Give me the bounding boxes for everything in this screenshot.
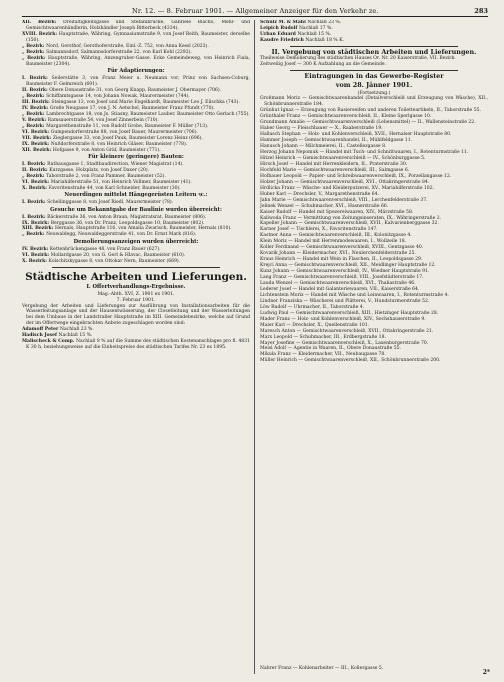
entry-lead: I. Bezirk:: [22, 76, 52, 82]
page-number: 283: [474, 7, 488, 15]
gewerbe-entry: Kovarik Johann — Kleidermacher, XVI., Neulerchenfelderstraße 25.: [260, 251, 416, 257]
gewerbe-entry: Huber Karl — Drechsler, V., Margarethenstraße 64.: [260, 191, 379, 197]
baulinie-list: [22, 215, 250, 239]
entry-text: Zieglergasse 33, von Josef Pauk, Baumeister Lorenz Heinz (696).: [52, 135, 203, 141]
entry-lead: I. Bezirk:: [22, 214, 48, 220]
entry-text: Hauptstraße, Währing, Gymnasiumstraße 9, von Josef Beith, Baumeister, derselbe (150).: [26, 31, 250, 43]
section-demolierung: Demolierungsanzeigen wurden überreicht:: [73, 238, 199, 245]
section-rule: [52, 267, 220, 268]
section-neuerdingen: Neuerdingen mittelst Hängegerüsten Leitern ꝛc.:: [64, 192, 208, 199]
entry-lead: II. Bezirk:: [22, 167, 50, 173]
section-adaptierungen: Für Adaptierungen:: [107, 68, 165, 75]
gewerbe-entry: Kraus Heinrich — Handel mit Wein in Flaschen, II., Leopoldsgasse 29.: [260, 257, 423, 263]
gewerbe-entry: Löw Rudolf — Uhrmacher, II., Taborstraße 4.: [260, 304, 365, 310]
right-column: [260, 20, 488, 666]
entry-lead: Hadisch Josef: [22, 333, 59, 339]
adaptierung-entry: [22, 148, 250, 154]
entry-text: Kolschitzkygasse 8, von Ottokar Nern, Baumeister (669).: [48, 258, 181, 264]
entry-lead: X. Bezirk:: [22, 185, 49, 191]
entry-lead: I. Bezirk:: [22, 161, 48, 167]
continuation-note: (Fortsetzung.): [357, 90, 391, 96]
entry-text: Rathausgasse 1, Stadtbaudirection, Wiener Magistrat (14).: [47, 161, 184, 167]
neuerdingen-list: [22, 200, 250, 206]
result-entry: [260, 38, 488, 44]
entry-text: Mollardgasse 20, von G. Gerl & Hlavac, Baumeister (610).: [50, 252, 186, 258]
entry-text: Lambrechtgasse 18, von Js. Stiasny, Baumeister Lauber, Baumeister Otto Gerlach (755).: [46, 111, 250, 117]
gewerbe-entry: Hofbauer Leopold — Papier- und Schreibwaarenverschleiß, IX., Porzellangasse 12.: [260, 173, 452, 179]
gewerbe-entry: Maier Karl — Drechsler, X., Quellenstraße 101.: [260, 322, 370, 328]
gewerbe-entries: [260, 96, 488, 364]
gewerbe-entry: Lauda Wenzel — Gemischtwaarenverschleiß, XVI., Thaliastraße 46.: [260, 281, 416, 286]
result-entry: [22, 339, 250, 351]
gewerbe-entry: Ludwig Paul — Gemischtwaarenverschleiß, XIII., Hietzinger Hauptstraße 28.: [260, 310, 439, 316]
gewerbe-register-title: Eintragungen in das Gewerbe-Register: [304, 72, 444, 81]
gewerbe-entry: Koller Ferdinand — Gemischtwaarenverschleiß, XVIII., Gentzgasse 40.: [260, 245, 424, 251]
neuerding-entry: [22, 200, 250, 206]
section-baulinie: Gesuche um Bekanntgabe der Baulinie wurden überreicht:: [50, 206, 222, 213]
demolierung-list: [22, 247, 250, 265]
gewerbe-entry: Hammer Joseph — Gemischtwaarenhandel, II., Mühlfeldgasse 11.: [260, 138, 413, 144]
section-rule: [290, 70, 458, 71]
entry-text: Mariahilferstraße 51, von Heinrich Vollmer, Baumeister (41).: [50, 179, 192, 185]
entry-text: Favoritenstraße 44, von Karl Schneider, Baumeister (30).: [48, 185, 181, 191]
gewerbe-entry: Hirsch Josef — Handel mit Herrenkleidern, II., Praterstraße 30.: [260, 161, 408, 167]
entry-text: Nachlaß 23 %.: [59, 327, 94, 333]
last-gewerbe-entry: Nahrer Franz — Kohlenarbeiter — III., Kollergasse 5.: [260, 666, 384, 671]
entry-lead: „ Bezirk:: [22, 49, 47, 55]
entry-lead: Kaudre Friedrich: [260, 37, 306, 43]
adaptierungen-list: [22, 76, 250, 153]
entry-text: Hofgasse 9, von Anton Gräf, Baumeister (771).: [52, 147, 161, 153]
kleinere-bauten-list: [22, 162, 250, 192]
demolierung-entry: [22, 259, 250, 265]
entry-text: Nachlaß 8 % auf die Summe des städtischen Kostenanschlages pro fl. 4831 K 30 h, beziehungsweise auf die Einheitspreise des städtischen Tarifes Nr. 23 ex 1895.: [26, 339, 250, 351]
entry-lead: III. Bezirk:: [22, 99, 52, 105]
running-title: Nr. 12. — 8. Februar 1901. — Allgemeiner Anzeiger für den Verkehr ze.: [132, 7, 379, 15]
entry-text: Steingasse 13, von Josef und Marie Engelhardt, Baumeister Leo J. Elischka (743).: [51, 99, 240, 105]
gewerbe-entry: Lederer Josef — Handel mit Galanteriewaaren, VII., Kaiserstraße 64.: [260, 286, 420, 292]
vergebung-body: Theilweise Demolierung des städtischen Hauses Or. Nr. 20 Kaiserstraße, VII. Bezirk.: [260, 56, 456, 62]
entry-lead: Urban Eduard: [260, 31, 298, 37]
entry-text: Margarethenstraße 11, von Rudolf Grobe, Baumeister F. Müller (713).: [46, 123, 209, 129]
vergebung-line: Zeitweilig Josef — 300 K Aufzahlung an die Gemeinde.: [260, 62, 387, 68]
gewerbe-entry: Kastner Anna — Gemischtwaarenverschleiß, III., Kolonitzgasse 4.: [260, 233, 412, 239]
gewerbe-entry: Meisl Adolf — Agentie in Waaren, II., Obere Donaustraße 55.: [260, 346, 401, 352]
left-top-entries: [22, 20, 250, 68]
entry-text: Große Neugasse 17, von J. N. Aetschel, Baumeister Franz Pfundt (770).: [49, 105, 215, 111]
entry-lead: Malischeck & Comp.: [22, 339, 76, 345]
gewerbe-entry: Krejci Anna — Gemischtwaarenverschleiß, XII., Meidlinger Hauptstraße 12.: [260, 263, 436, 269]
entry-lead: X. Bezirk:: [22, 258, 49, 264]
gewerbe-entry: Kunz Johann — Gemischtwaarenverschleiß, IV., Wiedner Hauptstraße 91.: [260, 269, 430, 275]
gewerbe-entry: Kaiser Rudolf — Handel mit Spezereiwaaren, XIV., Märzstraße 58.: [260, 209, 414, 215]
gewerbe-entry: Jelinek Wenzel — Schuhmacher, XVI., Hasnerstraße 66.: [260, 203, 389, 209]
result-body: Vergebung der Arbeiten und Lieferungen zur Ausführung von Installationsarbeiten für die Wasserleitungsanlage und der Hausentwässerung, der Closetleitung und der Wasserleitungen bei dem Umbaue in der Landstraßer Hauptstraße im XIII. Gemeindebezirke, welche auf Grund der im Offertwege eingebrachten Anbote zugeschlagen worden sind:: [22, 303, 250, 327]
entry-lead: XIII. Bezirk:: [22, 226, 55, 232]
entry-text: Obere Donaustraße 31, von Georg Knapp, Baumeister J. Obermayer (706).: [49, 87, 222, 93]
entry-text: Kurzgasse, Holzplatz, von Josef Daxer (20).: [49, 167, 150, 173]
entry-text: Nachlaß 15 %.: [297, 31, 332, 37]
entry-text: Schellinggasse 8, von Josef Riedl, Maurermeister (78).: [47, 200, 174, 206]
gewerbe-entry: Mikula Franz — Kleidermacher, VII., Neubaugasse 78.: [260, 352, 386, 358]
bau-entry: [22, 32, 250, 44]
gewerbe-entry: Hitzel Heinrich — Gemischtwaarenverschleiß — IV., Schönburggasse 5.: [260, 155, 426, 161]
gewerbe-entry: Jahn Marie — Gemischtwaarenverschleiß, VIII., Lerchenfelderstraße 37.: [260, 197, 428, 203]
left-column: [22, 20, 250, 676]
column-divider: [254, 20, 255, 674]
main-section-title: Städtische Arbeiten und Lieferungen.: [25, 270, 247, 283]
entry-lead: „ Bezirk:: [22, 173, 47, 179]
entry-lead: XVIII. Bezirk:: [22, 31, 59, 37]
entry-text: Hernals, Hauptstraße 116, von Amalia Zwarisch, Baumeister, Hernals (810).: [54, 226, 232, 232]
entry-text: Gumpendorferstraße 88, von Josef Bauer, Maurermeister (706).: [50, 129, 198, 135]
entry-lead: IV. Bezirk:: [22, 246, 50, 252]
gewerbe-entry: Haber Georg — Fleischhauer — X., Raaberstraße 19.: [260, 126, 383, 132]
gewerbe-entry: Großmann Moriz — Gemischtwaarenhandel (Detailverschleiß und Erzeugung von Wäsche), XII., Schönbrunnerstraße 184.: [260, 96, 488, 108]
gewerbe-entry: Müller Heinrich — Gemischtwaarenverschleiß, XII., Schönbrunnerstraße 200.: [260, 358, 441, 364]
gewerbe-entry: Mader Franz — Holz- und Kohlenverschleiß, XIV., Sechshauserstraße 9.: [260, 316, 426, 322]
entry-text: Nord, Gersthof, Gersthoferstraße, Einl.-Z. 752, von Anna Kessl (2023).: [46, 43, 209, 49]
bau-entry: [22, 56, 250, 68]
entry-lead: V. Bezirk:: [22, 117, 48, 123]
entry-text: Kettenbrückengasse 48, von Franz Bauer (627).: [49, 246, 161, 252]
entry-lead: „ Bezirk:: [22, 55, 49, 61]
gewerbe-entry: Maresch Anton — Gemischtwaarenverschleiß, XVII., Ottakringerstraße 21.: [260, 328, 434, 334]
entry-lead: „ Bezirk:: [22, 93, 47, 99]
entry-lead: „ Bezirk:: [22, 123, 47, 129]
result-date: 7. Februar 1901.: [116, 297, 156, 303]
entry-lead: VII. Bezirk:: [22, 135, 53, 141]
gewerbe-entry: Hanusch Johann — Milchmeierei, II., Castellezgasse 8.: [260, 144, 387, 150]
header-rule: [22, 16, 488, 17]
entry-lead: Adamoff Peter: [22, 327, 60, 333]
section-vergebung: II. Vergebung von städtischen Arbeiten und Lieferungen.: [271, 47, 477, 56]
entry-text: Schiffamtsgasse 14, von Johann Nowak, Maurermeister (744).: [46, 93, 190, 99]
entry-text: Salmannsdorf, Salmannsdorferstraße 22, von Karl Kohl (2292).: [46, 49, 192, 55]
entry-lead: Schulz M. & Stahl: [260, 20, 308, 25]
entry-text: Seilerstätte 3, von Franz Meier u. Neumann vor, Prinz von Sachsen-Coburg, Baumeister F. Gelmreich (691).: [26, 76, 250, 88]
gewerbe-entry: Hrdlicka Franz — Wäsche- und Kleiderputzerei, XV., Mariahilferstraße 182.: [260, 185, 435, 191]
entry-lead: XII. Bezirk:: [22, 20, 64, 25]
entry-text: Nußdorferstraße 8, von Heinrich Gläser, Baumeister (778).: [50, 141, 188, 147]
entry-lead: I. Bezirk:: [22, 200, 48, 206]
entry-text: Nachlaß 17 %.: [298, 25, 333, 31]
gewerbe-entry: Marx Leopold — Schuhmacher, III., Erdbergstraße 18.: [260, 334, 386, 340]
kleinbau-entry: [22, 186, 250, 192]
entry-lead: VI. Bezirk:: [22, 129, 51, 135]
gewerbe-entry: Lindner Franziska — Wäscherei und Plätterei, V., Hundsturmerstraße 52.: [260, 298, 430, 304]
gewerbe-entry: Lang Franz — Gemischtwaarenverschleiß, VIII., Josefstädterstraße 17.: [260, 275, 424, 281]
gewerbe-entry: Herzog Johann Nepomuk — Handel mit Tuch- und Schnittwaaren, I., Rotenturmstraße 11.: [260, 150, 469, 156]
gewerbe-entry: Grünhut Ignaz — Erzeugung von Rasierseifen und anderen Toiletteartikeln, II., Taborstraße 55.: [260, 108, 481, 114]
gewerbe-entry: Grundmann Amalie — Gemischtwaarenverschleiß (Lebensmittel) — II., Wallensteinstraße 22.: [260, 120, 476, 126]
entry-lead: „ Bezirk:: [22, 43, 47, 49]
bau-entry: [22, 20, 250, 32]
right-top-results: [260, 20, 488, 44]
gewerbe-entry: Lichtenstein Moriz — Handel mit Wäsche und Leinwaaren, I., Rotenturmstraße 4.: [260, 292, 449, 298]
gewerbe-entry: Kapeller Johann — Gemischtwaarenverschleiß, XVII., Kalvarienberggasse 32.: [260, 221, 439, 227]
page-mark: 2*: [482, 669, 490, 676]
entry-lead: II. Bezirk:: [22, 87, 50, 93]
adaptierung-entry: [22, 76, 250, 88]
entry-text: Nachlaß 15 %.: [58, 333, 93, 339]
entry-lead: IX. Bezirk:: [22, 220, 51, 226]
entry-text: Nachlaß 18 % K.: [305, 37, 345, 43]
gewerbe-entry: Hallasch Stephan — Holz- und Kohlenverschleiß, XVII., Hernalser Hauptstraße 80.: [260, 132, 452, 138]
gewerbe-register-date: vom 28. Jänner 1901.: [335, 80, 413, 89]
entry-lead: Leipich Rudolf: [260, 25, 299, 31]
section-rule: [290, 46, 458, 47]
entry-text: Taborstraße 2, von Franz Pammer, Baumeister (52).: [46, 173, 166, 179]
result-list: [22, 327, 250, 351]
gewerbe-entry: Hochfeld Marie — Gemischtwaarenverschleiß, III., Salmgasse 6.: [260, 167, 410, 173]
gewerbe-entry: Kaliwoda Franz — Vermittlung von Zeitungsinseraten, IX., Währingerstraße 2.: [260, 215, 442, 221]
entry-text: Bäckerstraße 36, von Anton Braun, Magistratsrat, Baumeister (806).: [47, 214, 207, 220]
result-reference: Mag.-Abth. XVI, Z. 1901 ex 1901.: [97, 291, 175, 297]
entry-lead: „ Bezirk:: [22, 111, 47, 117]
gewerbe-entry: Klein Moriz — Handel mit Herrenmodewaaren, I., Wollzeile 18.: [260, 239, 407, 245]
gewerbe-entry: Mayer Josefine — Gemischtwaarenverschleiß, X., Laxenburgerstraße 70.: [260, 340, 429, 346]
entry-text: Dreifaltigkeitsgasse und Stefanibrücke, Gabriele Blacho, Mehl- und Gemischtwaarenhändlerin, Holzhändler Joseph Bitterbeck (4334).: [26, 20, 250, 31]
entry-text: Hauptstraße, Währing, Anzengruber-Gasse, Ecke Gemeindeweg, von Heinrich Fiala, Baumeister (2304).: [26, 55, 250, 67]
entry-text: Nachlaß 23 %.: [307, 20, 342, 25]
entry-lead: IV. Bezirk:: [22, 105, 50, 111]
entry-text: Ramsauerstraße 54, von Josef Zinnerbein (710).: [47, 117, 159, 123]
section-offert-ergebnisse: I. Offertverhandlungs-Ergebnisse.: [86, 283, 186, 290]
gewerbe-entry: Holzer Johann — Gemischtwaarenverschleiß, XVI., Ottakringerstraße 84.: [260, 179, 430, 185]
gewerbe-entry: Grünthaler Franz — Gemischtwaarenverschleiß, II., Kleine Sperlgasse 10.: [260, 114, 432, 120]
entry-lead: IX. Bezirk:: [22, 141, 51, 147]
entry-lead: VI. Bezirk:: [22, 179, 51, 185]
entry-lead: XII. Bezirk:: [22, 147, 53, 153]
gewerbe-entry: Karner Josef — Tischlerei, X., Favoritenstraße 147.: [260, 227, 378, 233]
section-kleinere-bauten: Für kleinere (geringere) Bauten:: [88, 153, 184, 160]
entry-text: Neuwaldegg, Neuwaldeggerstraße 41, von Dr. Ernst Mark (816).: [46, 232, 197, 238]
baulinie-entry: [22, 232, 250, 238]
entry-lead: „ Bezirk:: [22, 232, 47, 238]
entry-text: Berggasse 36, von Dr. Pranz, Leopoldsgasse 10, Baumeister (802).: [50, 220, 205, 226]
entry-lead: VI. Bezirk:: [22, 252, 51, 258]
